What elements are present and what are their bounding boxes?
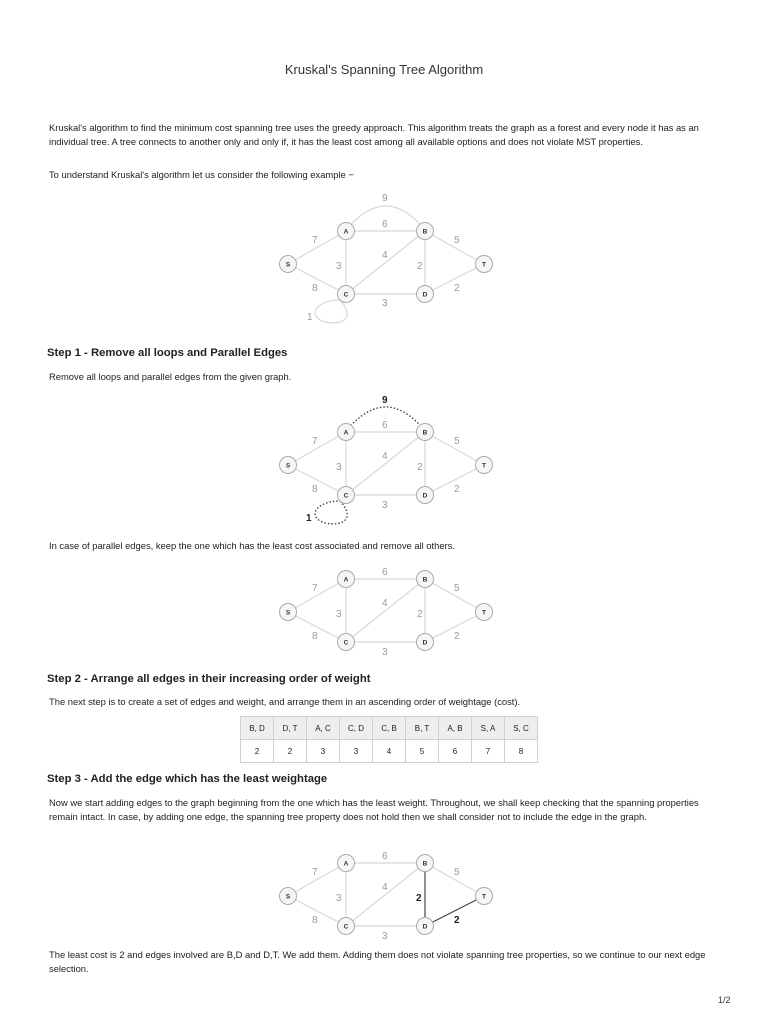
node-c [338, 918, 355, 935]
table-cell: 2 [241, 740, 274, 763]
weight-label: 7 [312, 867, 318, 878]
svg-text:S: S [285, 462, 291, 470]
weight-label: 3 [382, 931, 388, 942]
node-s [280, 256, 297, 273]
node-b [417, 855, 434, 872]
table-cell: 3 [340, 740, 373, 763]
svg-text:D: D [422, 492, 428, 500]
weight-label: 2 [417, 609, 423, 620]
node-t [476, 604, 493, 621]
edge-c-loop-dotted [315, 501, 347, 524]
node-c [338, 487, 355, 504]
table-cell: D, T [274, 717, 307, 740]
node-c [338, 286, 355, 303]
step3-heading: Step 3 - Add the edge which has the least weightage [47, 773, 328, 785]
node-t [476, 888, 493, 905]
node-a [338, 571, 355, 588]
svg-text:A: A [343, 228, 349, 236]
node-d [417, 487, 434, 504]
table-row-edges [241, 717, 538, 740]
node-a [338, 855, 355, 872]
weight-label: 3 [336, 462, 342, 473]
node-d [417, 286, 434, 303]
edge-cb [343, 576, 425, 642]
weight-label: 2 [416, 893, 422, 904]
weight-label: 1 [307, 312, 313, 323]
step1-heading: Step 1 - Remove all loops and Parallel Edges [47, 347, 288, 359]
svg-text:S: S [285, 261, 291, 269]
node-b [417, 571, 434, 588]
step1-text: Remove all loops and parallel edges from the given graph. [49, 371, 292, 382]
table-cell: S, C [505, 717, 538, 740]
weight-label: 6 [382, 851, 388, 862]
intro-example-text: To understand Kruskal's algorithm let us consider the following example − [49, 169, 354, 180]
weight-label: 8 [312, 915, 318, 926]
svg-text:C: C [343, 291, 349, 299]
weight-label: 9 [382, 395, 388, 406]
node-d [417, 634, 434, 651]
weight-label: 5 [454, 583, 460, 594]
weight-label: 4 [382, 882, 388, 893]
weight-label: 5 [454, 436, 460, 447]
table-cell: 5 [406, 740, 439, 763]
svg-text:B: B [422, 228, 428, 236]
edge-c-loop [315, 300, 347, 323]
svg-text:D: D [422, 923, 428, 931]
weight-label: 8 [312, 484, 318, 495]
table-cell: C, D [340, 717, 373, 740]
graph-loops-marked [270, 391, 510, 531]
svg-text:T: T [482, 462, 486, 470]
step1-text-parallel: In case of parallel edges, keep the one which has the least cost associated and remove all others. [49, 540, 455, 551]
svg-text:T: T [482, 893, 486, 901]
svg-text:D: D [422, 291, 428, 299]
weight-label: 2 [454, 915, 460, 926]
weight-label: 2 [454, 484, 460, 495]
weight-label: 2 [417, 261, 423, 272]
svg-text:T: T [482, 261, 486, 269]
table-cell: S, A [472, 717, 505, 740]
node-s [280, 888, 297, 905]
svg-text:C: C [343, 492, 349, 500]
node-a [338, 223, 355, 240]
weight-label: 3 [382, 647, 388, 658]
weight-label: 5 [454, 867, 460, 878]
graph-step3 [270, 822, 510, 942]
svg-text:C: C [343, 923, 349, 931]
weight-label: 4 [382, 451, 388, 462]
node-a [338, 424, 355, 441]
table-cell: 6 [439, 740, 472, 763]
weight-label: 6 [382, 219, 388, 230]
weight-label: 3 [336, 893, 342, 904]
graph-original [270, 190, 510, 330]
graph-cleaned [270, 538, 510, 658]
edge-weight-table [240, 716, 538, 763]
table-cell: A, C [307, 717, 340, 740]
weight-label: 8 [312, 283, 318, 294]
svg-text:B: B [422, 860, 428, 868]
node-s [280, 604, 297, 621]
weight-label: 7 [312, 436, 318, 447]
weight-label: 4 [382, 250, 388, 261]
step2-heading: Step 2 - Arrange all edges in their increasing order of weight [47, 673, 371, 685]
table-cell: 7 [472, 740, 505, 763]
node-s [280, 457, 297, 474]
weight-label: 3 [382, 298, 388, 309]
node-d [417, 918, 434, 935]
edge-cb [343, 228, 425, 294]
weight-label: 7 [312, 583, 318, 594]
node-t [476, 256, 493, 273]
edge-cb [343, 429, 425, 495]
edge-cb [343, 860, 425, 926]
node-t [476, 457, 493, 474]
table-cell: A, B [439, 717, 472, 740]
weight-label: 7 [312, 235, 318, 246]
svg-text:B: B [422, 429, 428, 437]
svg-text:A: A [343, 429, 349, 437]
table-cell: B, T [406, 717, 439, 740]
weight-label: 2 [454, 283, 460, 294]
weight-label: 3 [336, 609, 342, 620]
svg-text:A: A [343, 860, 349, 868]
weight-label: 6 [382, 420, 388, 431]
weight-label: 8 [312, 631, 318, 642]
svg-text:C: C [343, 639, 349, 647]
page-title: Kruskal's Spanning Tree Algorithm [284, 62, 484, 77]
svg-text:T: T [482, 609, 486, 617]
node-c [338, 634, 355, 651]
weight-label: 3 [336, 261, 342, 272]
weight-label: 2 [417, 462, 423, 473]
svg-text:D: D [422, 639, 428, 647]
node-b [417, 424, 434, 441]
table-cell: 2 [274, 740, 307, 763]
svg-text:S: S [285, 609, 291, 617]
table-row-weights [241, 740, 538, 763]
step3-text-result: The least cost is 2 and edges involved are B,D and D,T. We add them. Adding them does not violate spanning tree properties, so we continue to our next edge selection. [49, 949, 706, 974]
weight-label: 1 [306, 513, 312, 524]
svg-text:S: S [285, 893, 291, 901]
page-number: 1/2 [718, 995, 731, 1005]
table-cell: 3 [307, 740, 340, 763]
node-b [417, 223, 434, 240]
table-cell: B, D [241, 717, 274, 740]
step3-text: Now we start adding edges to the graph beginning from the one which has the least weight. Throughout, we shall keep checking that the spanning properties remain intact. In case, by adding one edge, the spanning tree property does not hold then we shall consider not to include the edge in the graph. [49, 797, 699, 822]
table-cell: C, B [373, 717, 406, 740]
table-cell: 8 [505, 740, 538, 763]
weight-label: 6 [382, 567, 388, 578]
svg-text:B: B [422, 576, 428, 584]
intro-paragraph: Kruskal's algorithm to find the minimum cost spanning tree uses the greedy approach. This algorithm treats the graph as a forest and every node it has as an individual tree. A tree connects to another only and only if, it has the least cost among all available options and does not violate MST properties. [49, 122, 699, 147]
svg-text:A: A [343, 576, 349, 584]
table-cell: 4 [373, 740, 406, 763]
step2-text: The next step is to create a set of edges and weight, and arrange them in an ascending order of weightage (cost). [49, 696, 521, 707]
weight-label: 2 [454, 631, 460, 642]
weight-label: 5 [454, 235, 460, 246]
weight-label: 4 [382, 598, 388, 609]
weight-label: 3 [382, 500, 388, 511]
weight-label: 9 [382, 193, 388, 204]
